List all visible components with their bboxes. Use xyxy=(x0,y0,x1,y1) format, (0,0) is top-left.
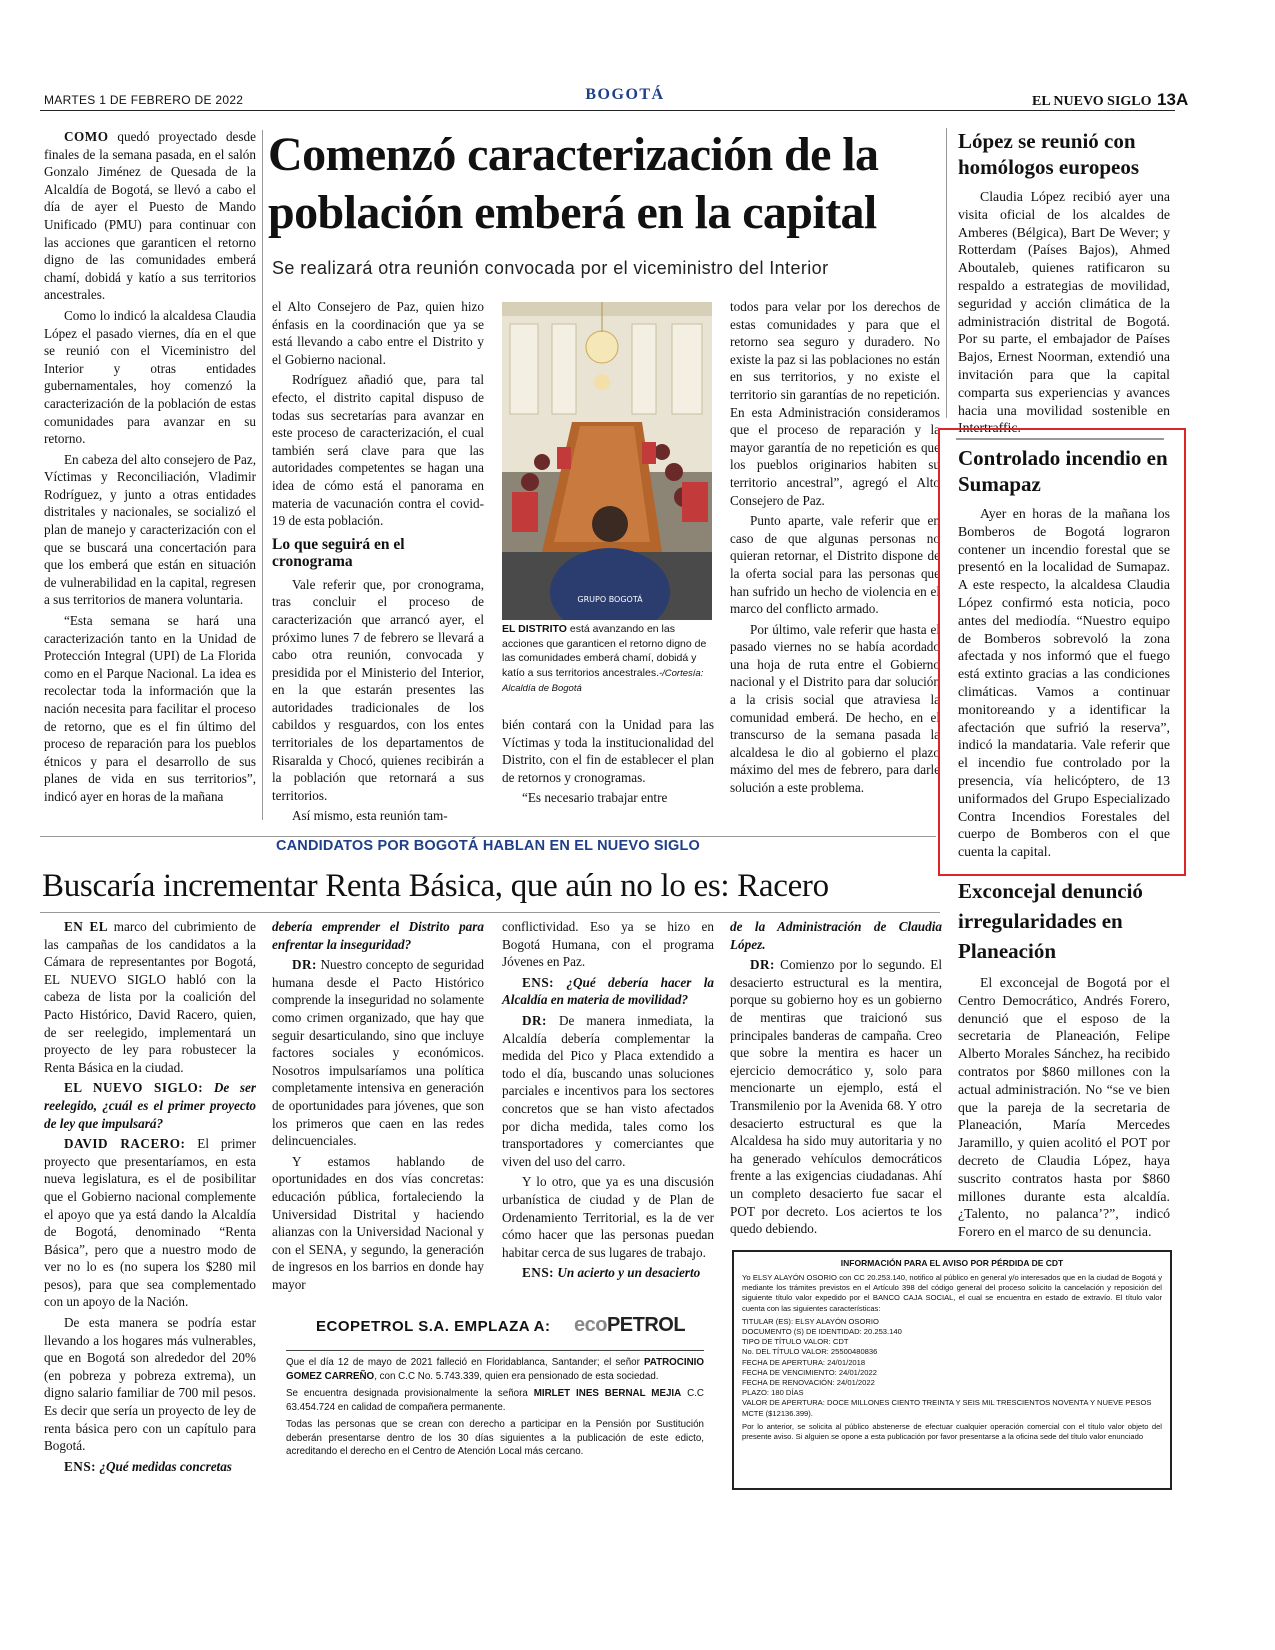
paragraph xyxy=(502,716,714,786)
ecopetrol-p2a: Se encuentra designada provisionalmente la señora xyxy=(286,1388,534,1399)
masthead xyxy=(1032,90,1188,110)
meeting-room-photo xyxy=(502,302,712,620)
photo-caption-text: está avanzando en las acciones que garanticen el retorno digno de las comunidades emberá chamí, dobidá y katío a sus territorios ancestrales. xyxy=(502,623,707,679)
cdt-fields xyxy=(742,1317,1162,1419)
paragraph xyxy=(272,956,484,1150)
paragraph xyxy=(272,1153,484,1294)
paragraph xyxy=(44,1079,256,1132)
section-subhead: Lo que seguirá en el cronograma xyxy=(272,535,405,570)
photo-credit: -/Cortesía: Alcaldía de Bogotá xyxy=(502,667,704,694)
paragraph-lead: COMO xyxy=(64,129,109,144)
article1-subhead: Se realizará otra reunión convocada por el viceministro del Interior xyxy=(272,258,829,278)
sidebar1-text: Claudia López recibió ayer una visita oficial de los alcaldes de Amberes (Bélgica), Bart De Wever; y Rotterdam (Países Bajos), Ahmed Aboutaleb, quienes ratificaron su respaldo a estrategias de movilidad, seguridad y acción climática de la administración distrital de Bogotá. Por su parte, el embajador de Países Bajos, Ernest Noorman, extendió una invitación para que la capital comparta sus experiencias y avances hacia una movilidad sostenible en Intertraffic. xyxy=(958,189,1170,436)
article1-col1 xyxy=(44,128,256,809)
paragraph-lead: DAVID RACERO: xyxy=(64,1136,186,1152)
paragraph-text: Como lo indicó la alcaldesa Claudia López el pasado viernes, día en el que se reunió con el Viceministro del Interior y otras entidades gubernamentales, hoy comenzó la caracterización de la población de estas comunidades para avanzar en su retorno. xyxy=(44,307,256,447)
cdt-field: TITULAR (ES): ELSY ALAYÓN OSORIO xyxy=(742,1316,879,1326)
header-rule xyxy=(40,110,1175,111)
ecopetrol-p1b: , con C.C No. 5.743.339, quien era pensionado de esta sociedad. xyxy=(374,1370,659,1382)
article1-col3-bottom xyxy=(502,716,714,810)
paragraph-text: Comienzo por lo segundo. El desacierto estructural es la mentira, porque su gobierno hoy es un gobierno de mentiras que traicionó sus principales banderas de campaña. Creo que sobre la mentira es hacer un ejercicio democrático y, solo para mencionarte un ejemplo, está el Transmilenio por la Avenida 68. Y otro desacierto estructural es que la Alcaldesa ha sido muy autoritaria y no ha generado vehículos democráticos frente a las exigencias ciudadanas. Ahí un completo desacierto fue sacar el POT por decreto. Los aciertos te los quedo debiendo. xyxy=(730,957,942,1237)
sidebar2-headline: Controlado incendio en Sumapaz xyxy=(958,446,1168,496)
kicker: CANDIDATOS POR BOGOTÁ HABLAN EN EL NUEVO SIGLO xyxy=(275,838,701,854)
paragraph xyxy=(502,1173,714,1261)
ecopetrol-rule xyxy=(286,1350,704,1351)
ecopetrol-title: ECOPETROL S.A. EMPLAZA A: xyxy=(316,1318,551,1335)
article2-col4 xyxy=(730,918,942,1241)
interview-question: Un acierto y un desacierto xyxy=(554,1265,701,1281)
paragraph-text: el Alto Consejero de Paz, quien hizo énfasis en la coordinación que ya se está llevando a cabo entre el Distrito y el Gobierno nacional. xyxy=(272,299,484,367)
paragraph-lead: EL NUEVO SIGLO: xyxy=(64,1080,204,1096)
paragraph xyxy=(272,918,484,953)
cdt-field: FECHA DE RENOVACIÓN: 24/01/2022 xyxy=(742,1378,875,1388)
paragraph-text: quedó proyectado desde finales de la semana pasada, en el salón Gonzalo Jiménez de Quesada de la Alcaldía de Bogotá, se llevó a cabo el día de ayer el Puesto de Mando Unificado (PMU) para continuar con las acciones que garanticen el retorno digno de las comunidades emberá chamí, dobidá y katío a sus territorios ancestrales. xyxy=(44,129,256,303)
paragraph-text: Por último, vale referir que hasta el pasado viernes no se había acordado una hoja de ruta entre el Gobierno nacional y el Distrito para dar solución a la crisis social que atraviesa la comunidad emberá. De hecho, en el transcurso de la semana pasada la alcaldesa le dio al gobierno el plazo máximo del mes de febrero, para darle solución a este problema. xyxy=(730,621,940,796)
paragraph-text: bién contará con la Unidad para las Víctimas y toda la institucionalidad del Distrito, con el fin de establecer el plan de retornos y cronogramas. xyxy=(502,717,714,785)
cdt-field: No. DEL TÍTULO VALOR: 25500480836 xyxy=(742,1347,878,1357)
paragraph xyxy=(44,451,256,609)
sidebar3-headline: Exconcejal denunció irregularidades en Planeación xyxy=(958,879,1143,963)
issue-date: MARTES 1 DE FEBRERO DE 2022 xyxy=(44,93,244,107)
paragraph xyxy=(44,1135,256,1311)
ecopetrol-logo-b: PETROL xyxy=(606,1314,686,1336)
paragraph xyxy=(502,1012,714,1170)
sidebar3-text: El exconcejal de Bogotá por el Centro Democrático, Andrés Forero, denunció que el esposo de la secretaria de Planeación, Felipe Alberto Morales Sánchez, ha recibido contratos por $860 millones con la actual administración. No “se ve bien que la pareja de la secretaria de Planeación, María Mercedes Jaramillo, y quien acolitó el POT por decreto de Claudia López, haya suscrito contratos hasta por $860 millones durante esta alcaldía. ¿Talento, no palanca’?”, indicó Forero en el marco de su denuncia. xyxy=(958,975,1170,1240)
jacket-text: GRUPO BOGOTÁ xyxy=(577,595,643,604)
paragraph xyxy=(44,612,256,806)
ecopetrol-p1-name: PATROCINIO GOMEZ CARREÑO xyxy=(286,1357,704,1382)
paragraph-text: Rodríguez añadió que, para tal efecto, el distrito capital dispuso de todas sus secretarías para avanzar en este proceso de caracterización, el cual también será clave para que las autoridades competentes se hagan una idea de cómo está el panorama en materia de vacunación contra el covid-19 de esta población. xyxy=(272,372,484,529)
article2-col3 xyxy=(502,918,714,1285)
photo-caption-lead: EL DISTRITO xyxy=(502,623,567,635)
paragraph-lead: EN EL xyxy=(64,919,109,934)
kicker-rule xyxy=(40,836,936,837)
ecopetrol-body xyxy=(286,1356,704,1459)
paragraph-text: Así mismo, esta reunión tam- xyxy=(292,808,448,824)
paragraph xyxy=(730,918,942,953)
ecopetrol-p3: Todas las personas que se crean con derecho a participar en la Pensión por Sustitución deberán presentarse dentro de los 30 días siguientes a la publicación de este edicto, acreditando el derecho en el Centro de Atención Local más cercano. xyxy=(286,1419,704,1457)
cdt-field: FECHA DE VENCIMIENTO: 24/01/2022 xyxy=(742,1367,877,1377)
paragraph xyxy=(502,918,714,971)
interview-question: ¿Qué debería hacer la Alcaldía en materia de movilidad? xyxy=(502,974,714,1008)
interview-question: ¿Qué medidas concretas xyxy=(96,1458,232,1474)
paragraph-text: conflictividad. Eso ya se hizo en Bogotá Humana, con el programa Jóvenes en Paz. xyxy=(502,919,714,970)
paragraph-lead: ENS: xyxy=(64,1458,97,1474)
sidebar2-text: Ayer en horas de la mañana los Bomberos de Bogotá lograron contener un incendio forestal que se presentó en la localidad de Sumapaz. A este respecto, la alcaldesa Claudia López confirmó esta noticia, poco antes del mediodía. “Nuestro equipo de Bomberos sobrevoló la zona afectada y nos informó que el fuego está extinto gracias a las condiciones climáticas. Vamos a continuar monitoreando y a identificar la afectación que sufrió la reserva”, indicó la mandataria. Vale referir que el incendio fue controlado por la presencia, vía helicóptero, de 13 uniformados del Grupo Especializado Contra Incendios Forestales del cuerpo de Bomberos con el que cuenta la capital. xyxy=(958,506,1170,860)
paragraph-lead: DR: xyxy=(522,1012,547,1028)
ecopetrol-notice xyxy=(280,1312,710,1457)
article1-col4 xyxy=(730,298,940,800)
paragraph xyxy=(730,956,942,1238)
sidebar1-headline: López se reunió con homólogos europeos xyxy=(958,129,1140,179)
article2-rule xyxy=(40,912,940,913)
paragraph-text: Y lo otro, que ya es una discusión urbanística de ciudad y de Plan de Ordenamiento Territorial, es la de ver cómo hacer que las personas puedan habitar cerca de sus lugares de trabajo. xyxy=(502,1174,714,1260)
cdt-field: VALOR DE APERTURA: DOCE MILLONES CIENTO TREINTA Y SEIS MIL TRESCIENTOS NOVENTA Y NUEVE PESOS MCTE ($12136.399). xyxy=(742,1398,1152,1418)
ecopetrol-logo-a: eco xyxy=(574,1314,607,1336)
paragraph-text: marco del cubrimiento de las campañas de los candidatos a la Cámara de representantes por Bogotá, EL NUEVO SIGLO habló con la cabeza de lista por la coalición del Pacto Histórico, David Racero, quien, de ser reelegido, implementará un proyecto de ley para robustecer la Renta Básica en la ciudad. xyxy=(44,919,256,1075)
cdt-field: FECHA DE APERTURA: 24/01/2018 xyxy=(742,1357,866,1367)
paragraph xyxy=(272,576,484,805)
cdt-field: TIPO DE TÍTULO VALOR: CDT xyxy=(742,1337,849,1347)
paragraph xyxy=(44,1314,256,1455)
paragraph-text: El primer proyecto que presentaríamos, en esta nueva legislatura, es el de posibilitar que el Gobierno nacional complemente el apoyo que ya está dando la Alcaldía de Bogotá, denominado “Renta Básica”, pero que a nuestro modo de ver no lo es (no supera los $280 mil pesos), para que sea complementado con un apoyo de la Nación. xyxy=(44,1136,256,1310)
paragraph-text: “Es necesario trabajar entre xyxy=(522,790,668,806)
article1-headline: Comenzó caracterización de la población emberá en la capital xyxy=(268,128,879,239)
paragraph-text: Vale referir que, por cronograma, tras concluir el proceso de caracterización que arrancó ayer, el próximo lunes 7 de febrero se llevará a cabo otra reunión, convocada y presidida por el Ministerio del Interior, en la que estarán presentes las autoridades tradicionales de los cabildos y resguardos, con los entes territoriales de los departamentos de Risaralda y Chocó, quienes recibirán a la población que retornará a sus territorios. xyxy=(272,576,484,803)
cdt-field: DOCUMENTO (S) DE IDENTIDAD: 20.253.140 xyxy=(742,1327,902,1337)
ecopetrol-p1a: Que el día 12 de mayo de 2021 falleció en Floridablanca, Santander; el señor xyxy=(286,1357,644,1368)
paragraph xyxy=(730,621,940,797)
paragraph xyxy=(272,298,484,368)
column-divider xyxy=(262,130,263,820)
paragraph-lead: ENS: xyxy=(522,974,555,990)
paragraph xyxy=(44,128,256,304)
paragraph xyxy=(44,918,256,1076)
ecopetrol-logo xyxy=(574,1314,685,1337)
cdt-notice xyxy=(732,1250,1172,1490)
photo-caption xyxy=(502,622,714,697)
paragraph xyxy=(502,789,714,807)
paragraph-text: De esta manera se podría estar llevando a los hogares más vulnerables, que en Bogotá son alrededor del 20% (en pobreza y pobreza extrema), un digno salario familiar de 700 mil pesos. Es decir que sería un proyecto de ley de renta básica pero con un capítulo para Bogotá. xyxy=(44,1315,256,1454)
paragraph-lead: ENS: xyxy=(522,1265,555,1281)
ecopetrol-p2-name: MIRLET INES BERNAL MEJIA xyxy=(533,1388,682,1399)
interview-question: de la Administración de Claudia López. xyxy=(730,919,942,952)
paragraph xyxy=(730,512,940,618)
paragraph xyxy=(44,307,256,448)
paragraph-lead: DR: xyxy=(292,957,317,973)
sidebar1 xyxy=(958,128,1170,437)
section-name: BOGOTÁ xyxy=(585,86,665,103)
paragraph-text: En cabeza del alto consejero de Paz, Víctimas y Reconciliación, Vladimir Rodríguez, y junto a otras entidades distritales y nacionales, se socializó el plan de manejo y caracterización con el que se buscará una concertación para que los emberá que están en situación de vulnerabilidad en la capital, regresen a sus territorios de manera voluntaria. xyxy=(44,451,256,608)
article2-col2 xyxy=(272,918,484,1296)
article1-photo xyxy=(502,302,712,620)
paragraph-text: Nuestro concepto de seguridad humana desde el Pacto Histórico comprende la inseguridad no solamente como crimen organizado, que hay que seguir desarticulando, sino que incluye factores sociales y económicos. Nosotros impulsaríamos una política completamente intensiva en generación de oportunidades para jóvenes, que son los primeros que caen en las redes delincuenciales. xyxy=(272,957,484,1149)
page-number: 13A xyxy=(1157,90,1189,109)
paragraph-text: De manera inmediata, la Alcaldía debería complementar la medida del Pico y Placa extendido a todo el día, buscando unas soluciones parciales e incentivos para los sectores concretos que se han visto afectados por dicha medida, tales como los transportadores y comerciantes que viven del uso del carro. xyxy=(502,1012,714,1169)
paragraph-lead: DR: xyxy=(750,957,775,973)
paragraph-text: Y estamos hablando de oportunidades en dos vías concretas: educación pública, fortaleciendo la Universidad Distrital y haciendo alianzas con la Universidad Nacional y con el SENA, y segundo, la generación de ingresos en los barrios en donde hay mayor xyxy=(272,1153,484,1292)
sidebar3 xyxy=(958,876,1170,1241)
masthead-name: EL NUEVO SIGLO xyxy=(1032,94,1152,109)
article2-headline: Buscaría incrementar Renta Básica, que aún no lo es: Racero xyxy=(42,868,829,904)
cdt-field: PLAZO: 180 DÍAS xyxy=(742,1388,804,1398)
paragraph xyxy=(272,807,484,825)
article2-col1 xyxy=(44,918,256,1478)
paragraph xyxy=(730,298,940,509)
paragraph xyxy=(272,371,484,529)
sidebar2-rule xyxy=(956,438,1164,440)
sidebar-divider xyxy=(946,128,947,418)
paragraph xyxy=(502,1264,714,1282)
paragraph xyxy=(44,1458,256,1476)
article1-col2 xyxy=(272,298,484,828)
cdt-title: INFORMACIÓN PARA EL AVISO POR PÉRDIDA DE CDT xyxy=(840,1258,1064,1268)
paragraph-text: “Esta semana se hará una caracterización tanto en la Unidad de Protección Integral (UPI) de La Florida como en el Parque Nacional. La idea es recolectar toda la información que la nación necesita para facilitar el proceso de retorno, que es el fin último del proceso de reparación para los pueblos étnicos y para el desarrollo de sus planes de vida en sus territorios”, indicó ayer en horas de la mañana xyxy=(44,613,256,804)
interview-question: De ser reelegido, ¿cuál es el primer proyecto de ley que impulsará? xyxy=(44,1080,256,1131)
sidebar2 xyxy=(958,445,1170,861)
interview-question: debería emprender el Distrito para enfrentar la inseguridad? xyxy=(272,919,484,952)
paragraph-text: todos para velar por los derechos de estas comunidades y para que el retorno sea seguro y duradero. No existe la paz si las poblaciones no están en sus territorios, y no existe el territorio sin garantías de no repetición. En esta Administración consideramos que el proceso de reparación y la mayor garantía de no repetición es que los pueblos originarios habiten su territorio ancestral”, agregó el Alto Consejero de Paz. xyxy=(730,299,940,508)
cdt-outro: Por lo anterior, se solicita al público abstenerse de efectuar cualquier operación comercial con el título valor objeto del presente aviso. Si alguien se opone a esta publicación por favor presentarse a la oficina sede del título valor enunciado xyxy=(742,1421,1162,1442)
cdt-intro: Yo ELSY ALAYÓN OSORIO con CC 20.253.140, notifico al público en general y/o interesados que en la ciudad de Bogotá y mediante los trámites previstos en el Artículo 398 del código general del proceso solicito la cancelación y reposición del siguiente título valor expedido por el BANCO CAJA SOCIAL, el cual se encuentra en estado de extravío. El título valor cuenta con las siguientes características: xyxy=(742,1273,1162,1313)
paragraph xyxy=(502,974,714,1009)
ecopetrol-p2b: C.C 63.454.724 en calidad de compañera permanente. xyxy=(286,1388,704,1413)
paragraph-text: Punto aparte, vale referir que en caso de que algunas personas no quieran retornar, el Distrito dispone de la oferta social para las personas que han sufrido un hecho de violencia en el marco del conflicto armado. xyxy=(730,513,940,617)
